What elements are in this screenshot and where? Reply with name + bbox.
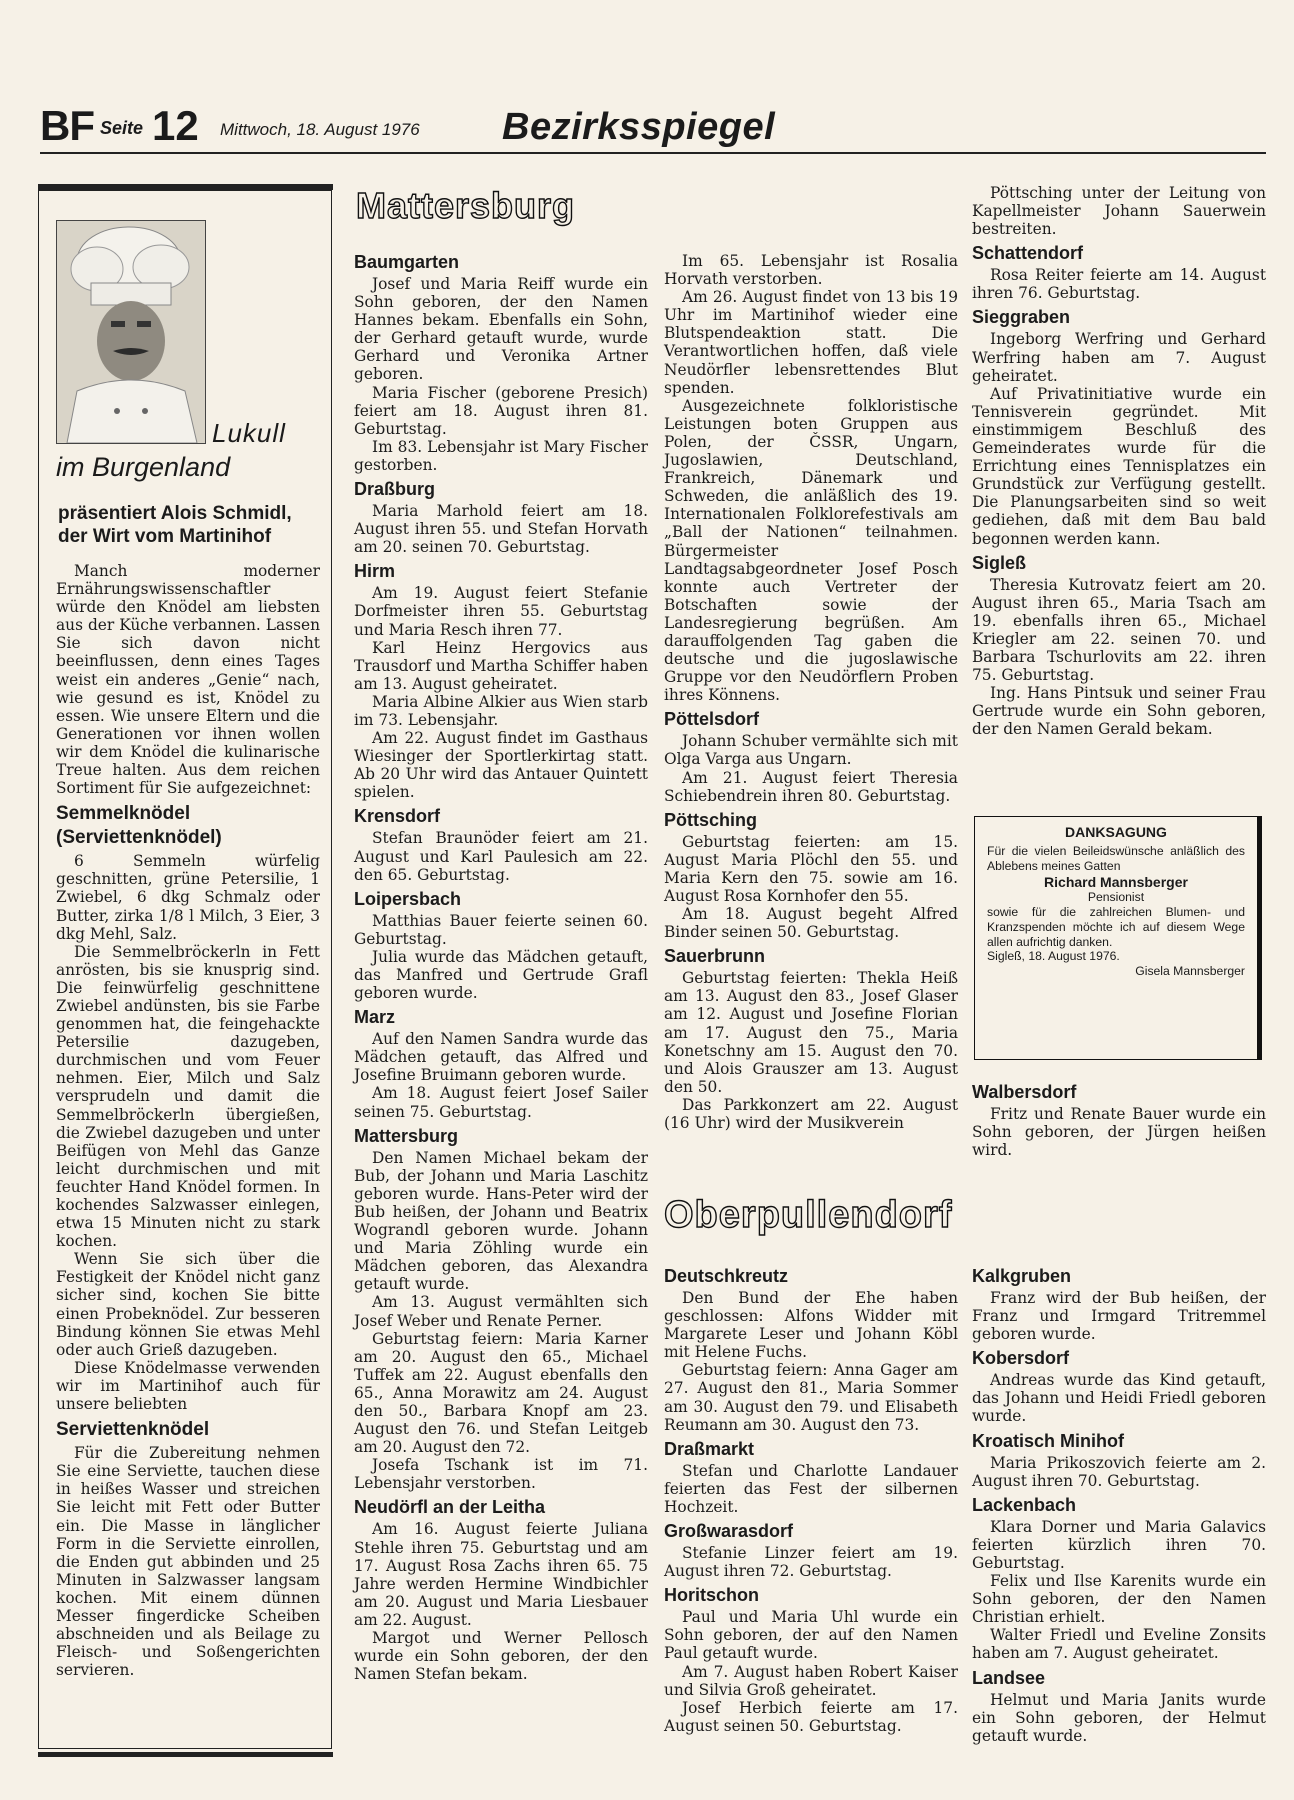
feature-intro: Manch moderner Ernährungswissenschaftler würde den Knödel am liebsten aus der Küche verbannen. Lassen Sie sich davon nicht beeinflussen, denn eines Tages weist ein anderes „Genie“ nach, wie gesund es ist, Knödel zu essen. Wie unsere Eltern und die Generationen vor ihnen wollen wir dem Knödel die kulinarische Treue halten. Aus dem reichen Sortiment für Sie aufgezeichnet: (56, 562, 320, 798)
news-paragraph: Geburtstag feierten: Thekla Heiß am 13. August den 83., Josef Glaser am 12. August und Josefine Florian am 17. August den 75., Maria Konetschny am 15. August den 70. und Alois Grauszer am 13. August den 50. (664, 969, 958, 1096)
news-paragraph: Ingeborg Werfring und Gerhard Werfring haben am 7. August geheiratet. (972, 330, 1266, 385)
masthead-rule (40, 152, 1266, 154)
walbersdorf-block (972, 1082, 1266, 1159)
feature-subtitle-line1: präsentiert Alois Schmidl, (58, 503, 292, 524)
page-number: 12 (152, 102, 199, 149)
news-paragraph: Stefan Braunöder feiert am 21. August und Karl Paulesich am 22. den 65. Geburtstag. (354, 829, 648, 884)
notice-shadow (1257, 816, 1262, 1060)
news-paragraph: Geburtstag feiern: Anna Gager am 27. August den 81., Maria Sommer am 30. August den 79. und Elisabeth Reumann am 30. August den 73. (664, 1361, 958, 1434)
news-paragraph: Maria Prikoszovich feierte am 2. August ihren 70. Geburtstag. (972, 1453, 1266, 1490)
news-paragraph: Stefan und Charlotte Landauer feierten das Fest der silbernen Hochzeit. (664, 1461, 958, 1516)
mattersburg-column-2 (664, 252, 958, 1132)
section-heading: Lackenbach (972, 1494, 1077, 1515)
notice-line2: sowie für die zahlreichen Blumen- und Kranzspenden möchte ich auf diesem Wege allen aufrichtig danken. (987, 904, 1245, 949)
news-paragraph: Pöttsching unter der Leitung von Kapellmeister Johann Sauerwein bestreiten. (972, 184, 1266, 239)
section-heading: Walbersdorf (972, 1082, 1077, 1102)
news-paragraph: Ausgezeichnete folkloristische Leistungen boten Gruppen aus Polen, der ČSSR, Ungarn, Jugoslawien, Deutschland, Frankreich, Dänemark und Schweden, die anläßlich des 19. Internationalen Folklorefestivals am „Ball der Nationen“ teilnahmen. Bürgermeister Landtagsabgeordneter Josef Posch konnte auch Vertreter der Botschaften sowie der Landesregierung begrüßen. Am darauffolgenden Tag gaben die deutsche und die jugoslawische Gruppe vor den Neudörflern Proben ihres Könnens. (664, 396, 958, 705)
news-paragraph: Am 26. August findet von 13 bis 19 Uhr im Martinihof wieder eine Blutspendeaktion statt. Die Verantwortlichen hoffen, daß viele Neudörfler lebensrettendes Blut spenden. (664, 288, 958, 397)
news-paragraph: Am 22. August findet im Gasthaus Wiesinger der Sportlerkirtag statt. Ab 20 Uhr wird das Antauer Quintett spielen. (354, 729, 648, 802)
section-heading: Horitschon (664, 1585, 760, 1606)
news-paragraph: Geburtstag feierten: am 15. August Maria Plöchl den 55. und Maria Kern den 75. sowie am 16. August Rosa Kornhofer den 55. (664, 832, 958, 905)
news-paragraph: Paul und Maria Uhl wurde ein Sohn geboren, der auf den Namen Paul getauft wurde. (664, 1608, 958, 1663)
news-paragraph: Am 16. August feierte Juliana Stehle ihren 75. Geburtstag und am 17. August Rosa Zachs ihren 65. 75 Jahre werden Hermine Windbichler am 20. August und Maria Liesbauer am 22. August. (354, 1520, 648, 1629)
news-paragraph: Margot und Werner Pellosch wurde ein Sohn geboren, der den Namen Stefan bekam. (354, 1629, 648, 1684)
section-heading: Kalkgruben (972, 1266, 1072, 1286)
news-paragraph: Theresia Kutrovatz feiert am 20. August ihren 65., Maria Tsach am 19. ebenfalls ihren 65., Michael Kriegler am 22. seinen 70. und Barbara Tschurlovits am 22. ihren 75. Geburtstag. (972, 575, 1266, 685)
section-heading: Mattersburg (354, 1125, 459, 1146)
danksagung-notice (974, 816, 1258, 1060)
news-paragraph: Am 18. August begeht Alfred Binder seinen 50. Geburtstag. (664, 905, 958, 942)
feature-title-line1: Lukull (212, 418, 286, 448)
section-heading: Landsee (972, 1667, 1046, 1688)
news-paragraph: Josef und Maria Reiff wurde ein Sohn geboren, der den Namen Hannes bekam. Ebenfalls ein Sohn, der Gerhard getauft wurde, wurde Gerhard und Veronika Artner geboren. (354, 275, 648, 384)
news-paragraph: Stefanie Linzer feiert am 19. August ihren 72. Geburtstag. (664, 1544, 958, 1581)
oberpullendorf-banner: Oberpullendorf (664, 1194, 953, 1236)
news-paragraph: Den Bund der Ehe haben geschlossen: Alfons Widder mit Margarete Leser und Johann Köbl mit Helene Fuchs. (664, 1289, 958, 1362)
mattersburg-banner: Mattersburg (356, 185, 576, 226)
section-heading: Draßburg (354, 479, 435, 500)
feature-subtitle-line2: der Wirt vom Martinihof (58, 526, 272, 547)
news-paragraph: Klara Dorner und Maria Galavics feierten kürzlich ihren 70. Geburtstag. (972, 1517, 1266, 1572)
newspaper-logo: BF (40, 102, 94, 149)
section-heading: Pöttsching (664, 809, 757, 830)
news-paragraph: Im 65. Lebensjahr ist Rosalia Horvath verstorben. (664, 252, 958, 289)
masthead (40, 104, 1266, 150)
news-paragraph: Helmut und Maria Janits wurde ein Sohn geboren, der Helmut getauft wurde. (972, 1690, 1266, 1745)
feature-bottom-bar (38, 1752, 333, 1757)
recipe2-title: Serviettenknödel (56, 1419, 210, 1441)
news-paragraph: Johann Schuber vermählte sich mit Olga Varga aus Ungarn. (664, 732, 958, 769)
news-paragraph: Andreas wurde das Kind getauft, das Johann und Heidi Friedl geboren wurde. (972, 1371, 1266, 1426)
section-heading: Sigleß (972, 552, 1027, 573)
recipe1-title: Semmelknödel (Serviettenknödel) (56, 803, 222, 849)
news-paragraph: Maria Albine Alkier aus Wien starb im 73. Lebensjahr. (354, 692, 648, 729)
oberpullendorf-column-2 (972, 1266, 1266, 1745)
news-paragraph: Am 7. August haben Robert Kaiser und Silvia Groß geheiratet. (664, 1662, 958, 1699)
section-heading: Neudörfl an der Leitha (354, 1497, 546, 1518)
news-paragraph: Fritz und Renate Bauer wurde ein Sohn geboren, der Jürgen heißen wird. (972, 1105, 1266, 1160)
section-heading: Sauerbrunn (664, 946, 766, 967)
recipe1-note: Diese Knödelmasse verwenden wir im Martinihof auch für unsere beliebten (56, 1358, 320, 1414)
feature-article (56, 562, 320, 1679)
news-paragraph: Josefa Tschank ist im 71. Lebensjahr verstorben. (354, 1456, 648, 1493)
news-paragraph: Auf den Namen Sandra wurde das Mädchen getauft, das Alfred und Josefine Bruimann geboren wurde. (354, 1030, 648, 1085)
notice-role: Pensionist (1087, 890, 1145, 905)
news-paragraph: Am 19. August feiert Stefanie Dorfmeister ihren 55. Geburtstag und Maria Resch ihren 77. (354, 584, 648, 639)
recipe1-method: Die Semmelbröckerln in Fett anrösten, bis sie knusprig sind. Die feinwürfelig geschnittene Zwiebel andünsten, bis sie Farbe genommen hat, die feingehackte Petersilie dazugeben, durchmischen und vom Feuer nehmen. Eier, Milch und Salz versprudeln und damit die Semmelbröckerln übergießen, die Zwiebel dazugeben und unter Beifügen von Mehl das Ganze leicht durchmischen und mit feuchter Hand Knödel formen. In kochendes Salzwasser einlegen, etwa 15 Minuten nicht zu stark kochen. (56, 942, 320, 1251)
feature-title-line2: im Burgenland (56, 452, 231, 482)
section-heading: Loipersbach (354, 888, 462, 909)
news-paragraph: Matthias Bauer feierte seinen 60. Geburtstag. (354, 911, 648, 948)
chef-photo (56, 220, 206, 444)
news-paragraph: Geburtstag feiern: Maria Karner am 20. August den 65., Michael Tuffek am 22. August ebenfalls den 65., Anna Morawitz am 24. August den 50., Barbara Knopf am 23. August den 76. und Stefan Leitgeb am 20. August den 72. (354, 1329, 648, 1457)
news-paragraph: Maria Marhold feiert am 18. August ihren 55. und Stefan Horvath am 20. seinen 70. Geburtstag. (354, 502, 648, 557)
section-heading: Marz (354, 1007, 396, 1028)
news-paragraph: Den Namen Michael bekam der Bub, der Johann und Maria Laschitz geboren wurde. Hans-Peter wird der Bub heißen, der Johann und Beatrix Wograndl geboren wurde. Johann und Maria Zöhling wurde ein Mädchen geboren, das Alexandra getauft wurde. (354, 1148, 648, 1294)
mattersburg-column-1 (354, 252, 648, 1683)
news-paragraph: Josef Herbich feierte am 17. August seinen 50. Geburtstag. (664, 1698, 958, 1735)
section-heading: Draßmarkt (664, 1438, 755, 1459)
section-heading: Großwarasdorf (664, 1521, 794, 1542)
news-paragraph: Karl Heinz Hergovics aus Trausdorf und Martha Schiffer haben am 13. August geheiratet. (354, 638, 648, 693)
news-paragraph: Rosa Reiter feierte am 14. August ihren 76. Geburtstag. (972, 266, 1266, 303)
mattersburg-column-3 (972, 184, 1266, 738)
news-paragraph: Franz wird der Bub heißen, der Franz und Irmgard Tritremmel geboren wurde. (972, 1289, 1266, 1344)
section-heading: Pöttelsdorf (664, 709, 760, 730)
news-paragraph: Felix und Ilse Karenits wurde ein Sohn geboren, der den Namen Christian erhielt. (972, 1572, 1266, 1627)
section-title: Bezirksspiegel (502, 106, 776, 148)
news-paragraph: Am 21. August feiert Theresia Schiebendrein ihren 80. Geburtstag. (664, 768, 958, 805)
section-heading: Schattendorf (972, 243, 1084, 264)
news-paragraph: Maria Fischer (geborene Presich) feiert am 18. August ihren 81. Geburtstag. (354, 383, 648, 438)
recipe2-method: Für die Zubereitung nehmen Sie eine Serviette, tauchen diese in heißes Wasser und streichen Sie leicht mit Fett oder Butter ein. Die Masse in länglicher Form in die Serviette einrollen, die Enden gut abbinden und 25 Minuten in Salzwasser langsam kochen. Mit einem dünnen Messer fingerdicke Scheiben abschneiden und als Beilage zu Fleisch- und Soßengerichten servieren. (56, 1444, 320, 1680)
section-heading: Kroatisch Minihof (972, 1430, 1124, 1451)
notice-name: Richard Mannsberger (1044, 874, 1188, 891)
section-heading: Sieggraben (972, 307, 1071, 328)
news-paragraph: Walter Friedl und Eveline Zonsits haben am 7. August geheiratet. (972, 1626, 1266, 1663)
news-paragraph: Julia wurde das Mädchen getauft, das Manfred und Gertrude Grafl geboren wurde. (354, 947, 648, 1003)
section-heading: Hirm (354, 561, 396, 582)
section-heading: Krensdorf (354, 806, 441, 827)
news-paragraph: Am 18. August feiert Josef Sailer seinen 75. Geburtstag. (354, 1084, 648, 1121)
oberpullendorf-column-1 (664, 1266, 958, 1735)
news-paragraph: Das Parkkonzert am 22. August (16 Uhr) wird der Musikverein (664, 1095, 958, 1133)
news-paragraph: Im 83. Lebensjahr ist Mary Fischer gestorben. (354, 437, 648, 474)
news-paragraph: Auf Privatinitiative wurde ein Tennisverein gegründet. Mit einstimmigem Beschluß des Gemeinderates wurde für die Errichtung eines Tennisplatzes ein Grundstück zur Verfügung gestellt. Die Planungsarbeiten sind so weit gediehen, daß mit dem Bau bald begonnen werden kann. (972, 384, 1266, 548)
notice-place-date: Sigleß, 18. August 1976. (987, 949, 1120, 964)
section-heading: Baumgarten (354, 252, 460, 272)
feature-subtitle (58, 502, 326, 548)
section-heading: Kobersdorf (972, 1348, 1070, 1369)
news-paragraph: Am 13. August vermählten sich Josef Weber und Renate Perner. (354, 1293, 648, 1330)
news-paragraph: Ing. Hans Pintsuk und seiner Frau Gertrude wurde ein Sohn geboren, der den Namen Gerald bekam. (972, 684, 1266, 739)
recipe1-tip: Wenn Sie sich über die Festigkeit der Knödel nicht ganz sicher sind, kochen Sie bitte einen Probeknödel. Zur besseren Bindung können Sie etwas Mehl oder auch Grieß dazugeben. (56, 1250, 320, 1359)
notice-title: DANKSAGUNG (1065, 824, 1167, 840)
issue-date: Mittwoch, 18. August 1976 (220, 120, 420, 139)
section-heading: Deutschkreutz (664, 1266, 789, 1286)
notice-signature: Gisela Mannsberger (1135, 964, 1245, 979)
notice-line1: Für die vielen Beileidswünsche anläßlich des Ablebens meines Gatten (987, 843, 1245, 873)
recipe1-ingredients: 6 Semmeln würfelig geschnitten, grüne Petersilie, 1 Zwiebel, 6 dkg Schmalz oder Butter, zirka 1/8 l Milch, 3 Eier, 3 dkg Mehl, Salz. (56, 852, 320, 943)
page-label: Seite (100, 118, 144, 138)
